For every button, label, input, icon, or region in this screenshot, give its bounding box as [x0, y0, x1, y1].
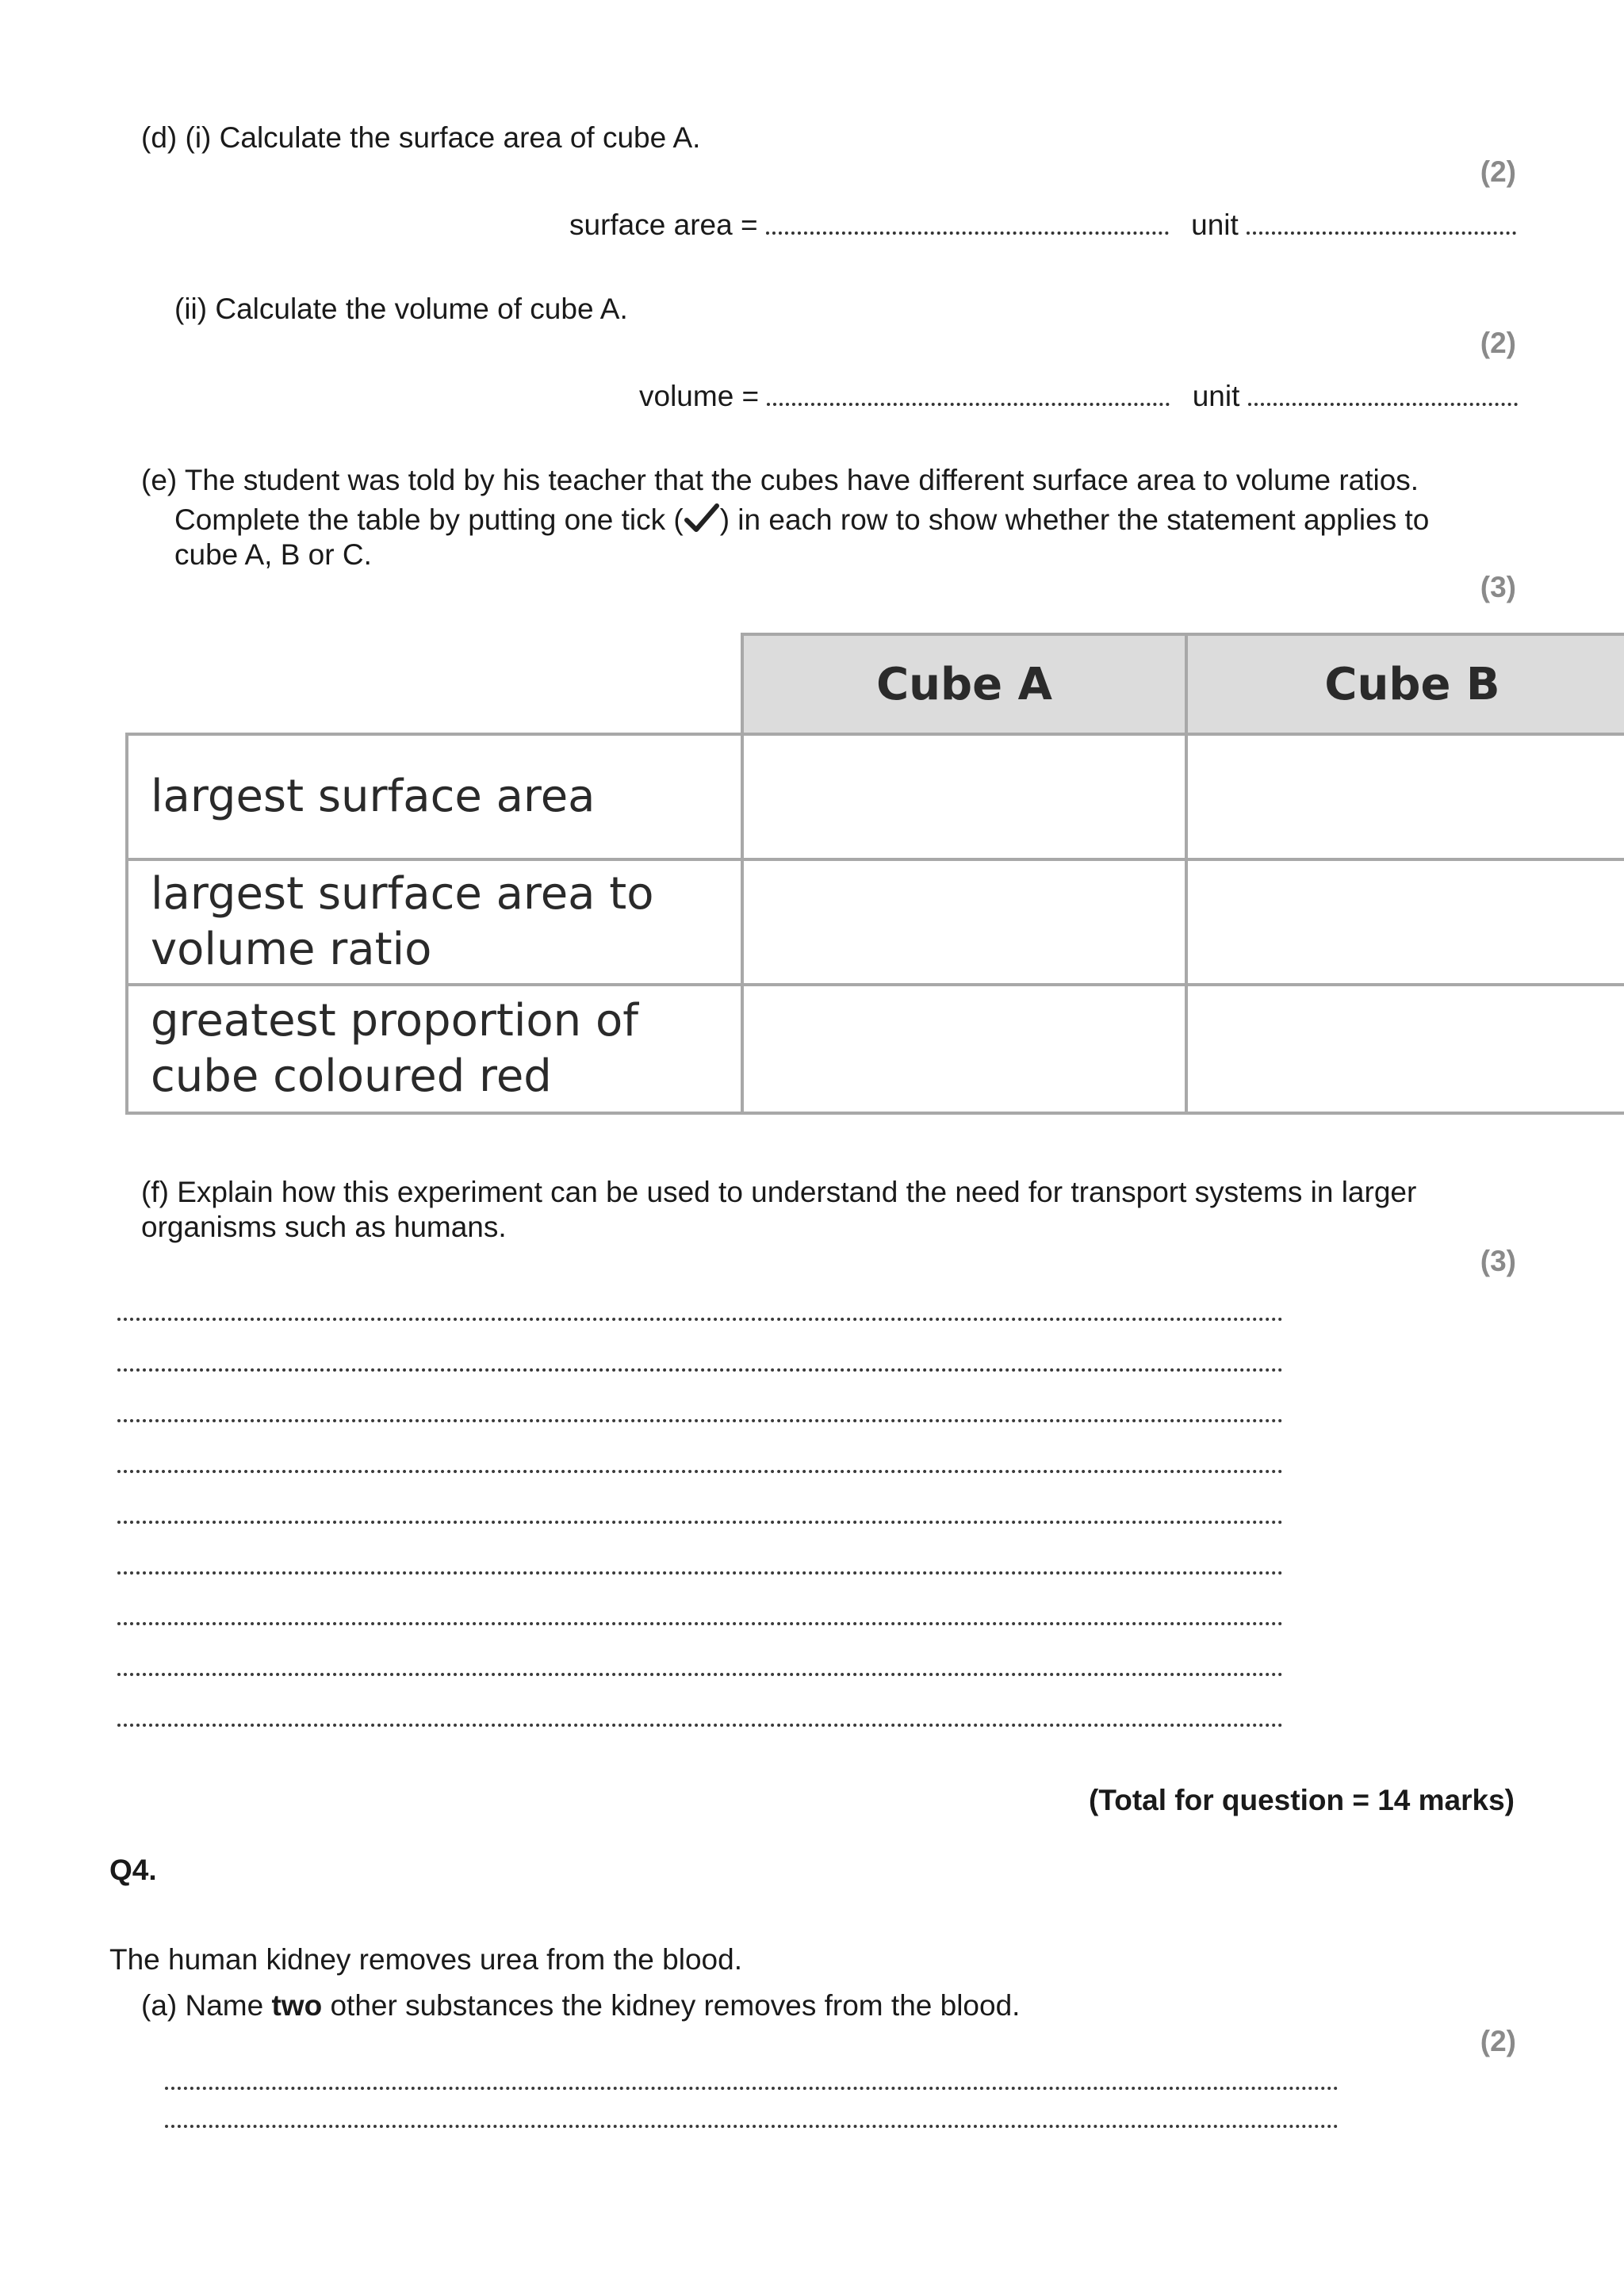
table-row-label-sa-volume-ratio: largest surface area to volume ratio — [125, 858, 744, 986]
question-d-ii: (ii) Calculate the volume of cube A. — [174, 293, 628, 325]
tick-cell-row1-cube-a[interactable] — [741, 733, 1188, 861]
marks-d-i: (2) — [1480, 155, 1516, 188]
tick-cell-row2-cube-b[interactable] — [1185, 858, 1624, 986]
answer-line-f-3[interactable] — [117, 1419, 1283, 1422]
marks-f: (3) — [1480, 1245, 1516, 1277]
q4-intro: The human kidney removes urea from the blood. — [109, 1943, 742, 1976]
surface-area-answer-field[interactable] — [766, 208, 1169, 235]
question-e-line3: cube A, B or C. — [174, 538, 372, 571]
table-header-cube-a: Cube A — [741, 633, 1188, 736]
question-f-line1: (f) Explain how this experiment can be used to understand the need for transport systems in larger — [141, 1176, 1417, 1208]
marks-d-ii: (2) — [1480, 327, 1516, 359]
table-row-label-largest-surface-area: largest surface area — [125, 733, 744, 861]
answer-line-4a-2[interactable] — [165, 2125, 1339, 2128]
question-4a — [141, 1988, 1020, 2023]
question-4a-end: other substances the kidney removes from the blood. — [322, 1989, 1021, 2022]
tick-icon — [684, 503, 720, 534]
question-e-line2-start: Complete the table by putting one tick ( — [174, 503, 684, 536]
marks-e: (3) — [1480, 571, 1516, 603]
question-e-line2-end: ) in each row to show whether the statement applies to — [719, 503, 1430, 536]
answer-line-f-5[interactable] — [117, 1521, 1283, 1524]
marks-4a: (2) — [1480, 2025, 1516, 2057]
surface-area-label: surface area = — [569, 209, 758, 241]
volume-unit-field[interactable] — [1248, 379, 1518, 406]
tick-cell-row3-cube-a[interactable] — [741, 983, 1188, 1115]
answer-line-f-9[interactable] — [117, 1724, 1283, 1727]
surface-area-unit-label: unit — [1191, 209, 1239, 241]
tick-cell-row3-cube-b[interactable] — [1185, 983, 1624, 1115]
surface-area-answer-row — [569, 208, 1516, 242]
answer-line-f-7[interactable] — [117, 1622, 1283, 1625]
volume-label: volume = — [639, 380, 760, 412]
answer-line-f-6[interactable] — [117, 1571, 1283, 1575]
surface-area-unit-field[interactable] — [1247, 208, 1516, 235]
answer-line-f-1[interactable] — [117, 1318, 1283, 1321]
q4-heading: Q4. — [109, 1854, 157, 1886]
volume-answer-field[interactable] — [767, 379, 1170, 406]
question-4a-start: (a) Name — [141, 1989, 272, 2022]
volume-answer-row — [639, 379, 1518, 413]
question-f-line2: organisms such as humans. — [141, 1211, 507, 1243]
tick-cell-row2-cube-a[interactable] — [741, 858, 1188, 986]
tick-cell-row1-cube-b[interactable] — [1185, 733, 1624, 861]
volume-unit-label: unit — [1192, 380, 1240, 412]
answer-line-f-8[interactable] — [117, 1673, 1283, 1676]
question-d-i: (d) (i) Calculate the surface area of cube A. — [141, 121, 701, 154]
answer-line-4a-1[interactable] — [165, 2087, 1339, 2090]
question-e-line2 — [174, 503, 1429, 538]
answer-line-f-2[interactable] — [117, 1368, 1283, 1372]
answer-line-f-4[interactable] — [117, 1470, 1283, 1473]
question-total: (Total for question = 14 marks) — [1089, 1784, 1515, 1816]
table-row-label-proportion-red: greatest proportion of cube coloured red — [125, 983, 744, 1115]
question-e-line1: (e) The student was told by his teacher that the cubes have different surface area to volume ratios. — [141, 464, 1419, 496]
table-header-cube-b: Cube B — [1185, 633, 1624, 736]
question-4a-emphasis: two — [271, 1989, 323, 2022]
